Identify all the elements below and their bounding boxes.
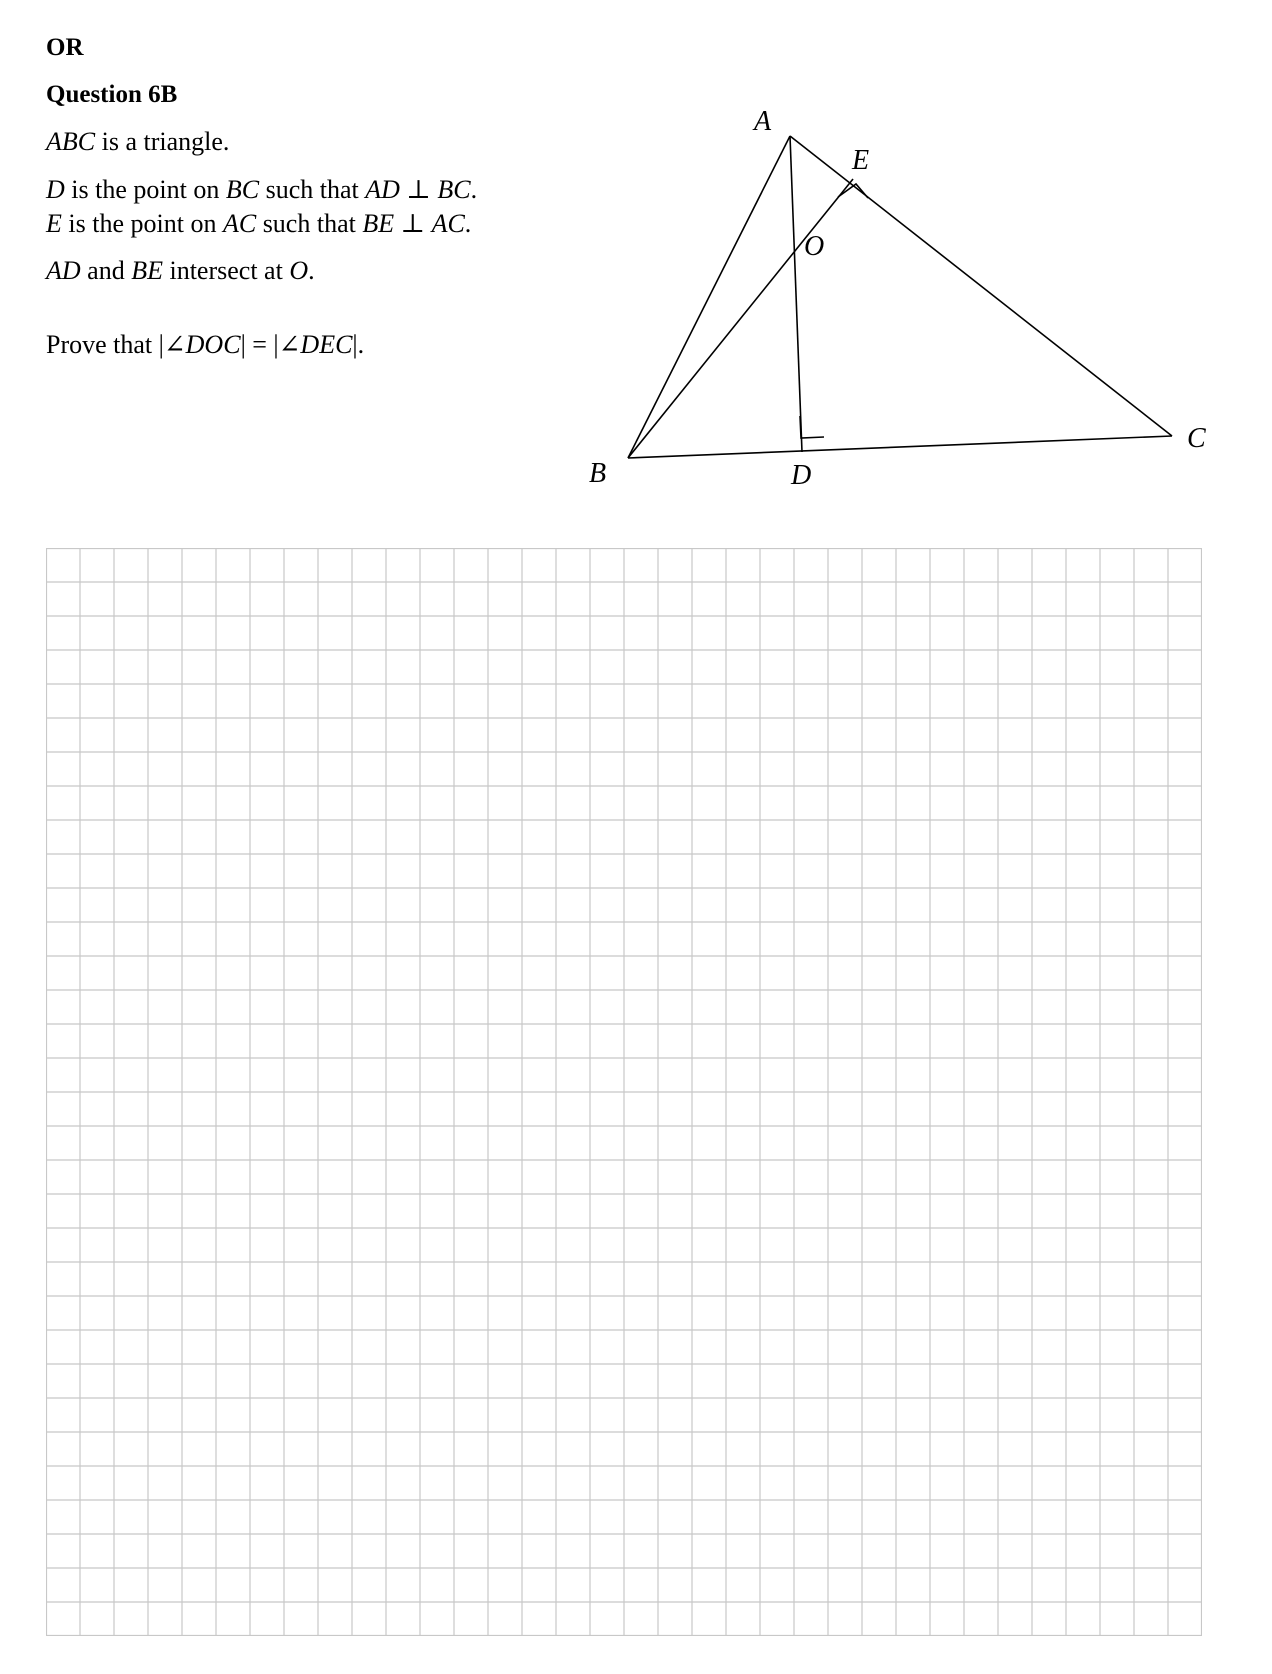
side-ac <box>790 136 1172 436</box>
angle-open: |∠ <box>158 330 186 359</box>
text-dec: DEC <box>300 330 353 359</box>
text-segment: is the point on <box>64 175 226 204</box>
text-period: . <box>470 175 478 204</box>
right-angle-mark-d <box>800 416 824 438</box>
altitude-ad <box>790 136 802 452</box>
perpendicular-symbol: ⊥ <box>394 209 432 238</box>
text-segment: intersect at <box>162 256 290 285</box>
text-o: O <box>289 256 309 285</box>
label-c: C <box>1187 423 1206 454</box>
text-ac: AC <box>431 209 465 238</box>
or-label: OR <box>46 34 84 61</box>
text-bc: BC <box>437 175 471 204</box>
label-a: A <box>754 106 772 137</box>
label-e: E <box>852 145 870 176</box>
label-b: B <box>589 458 607 489</box>
text-bc: BC <box>225 175 260 204</box>
text-segment: such that <box>259 175 366 204</box>
angle-close: |. <box>352 330 365 359</box>
text-doc: DOC <box>185 330 241 359</box>
text-ad: AD <box>46 256 81 285</box>
text-d: D <box>46 175 65 204</box>
text-abc: ABC <box>46 127 96 156</box>
text-is-triangle: is a triangle. <box>95 127 230 156</box>
text-period: . <box>308 256 315 285</box>
text-be: BE <box>362 209 395 238</box>
text-ac: AC <box>222 209 257 238</box>
label-d: D <box>791 460 812 491</box>
altitude-be <box>628 179 853 458</box>
perpendicular-symbol: ⊥ <box>399 175 438 204</box>
angle-equals: | = |∠ <box>240 330 301 359</box>
text-segment: is the point on <box>61 209 223 238</box>
text-e: E <box>46 209 62 238</box>
answer-grid[interactable] <box>46 548 1202 1636</box>
side-ab <box>628 136 790 458</box>
text-ad: AD <box>365 175 400 204</box>
text-segment: and <box>80 256 132 285</box>
question-title: Question 6B <box>46 81 178 108</box>
text-segment: such that <box>256 209 363 238</box>
text-prove-that: Prove that <box>46 330 159 359</box>
label-o: O <box>804 231 825 262</box>
triangle-diagram <box>0 0 1272 520</box>
side-bc <box>628 436 1172 458</box>
text-be: BE <box>131 256 163 285</box>
text-period: . <box>464 209 472 238</box>
